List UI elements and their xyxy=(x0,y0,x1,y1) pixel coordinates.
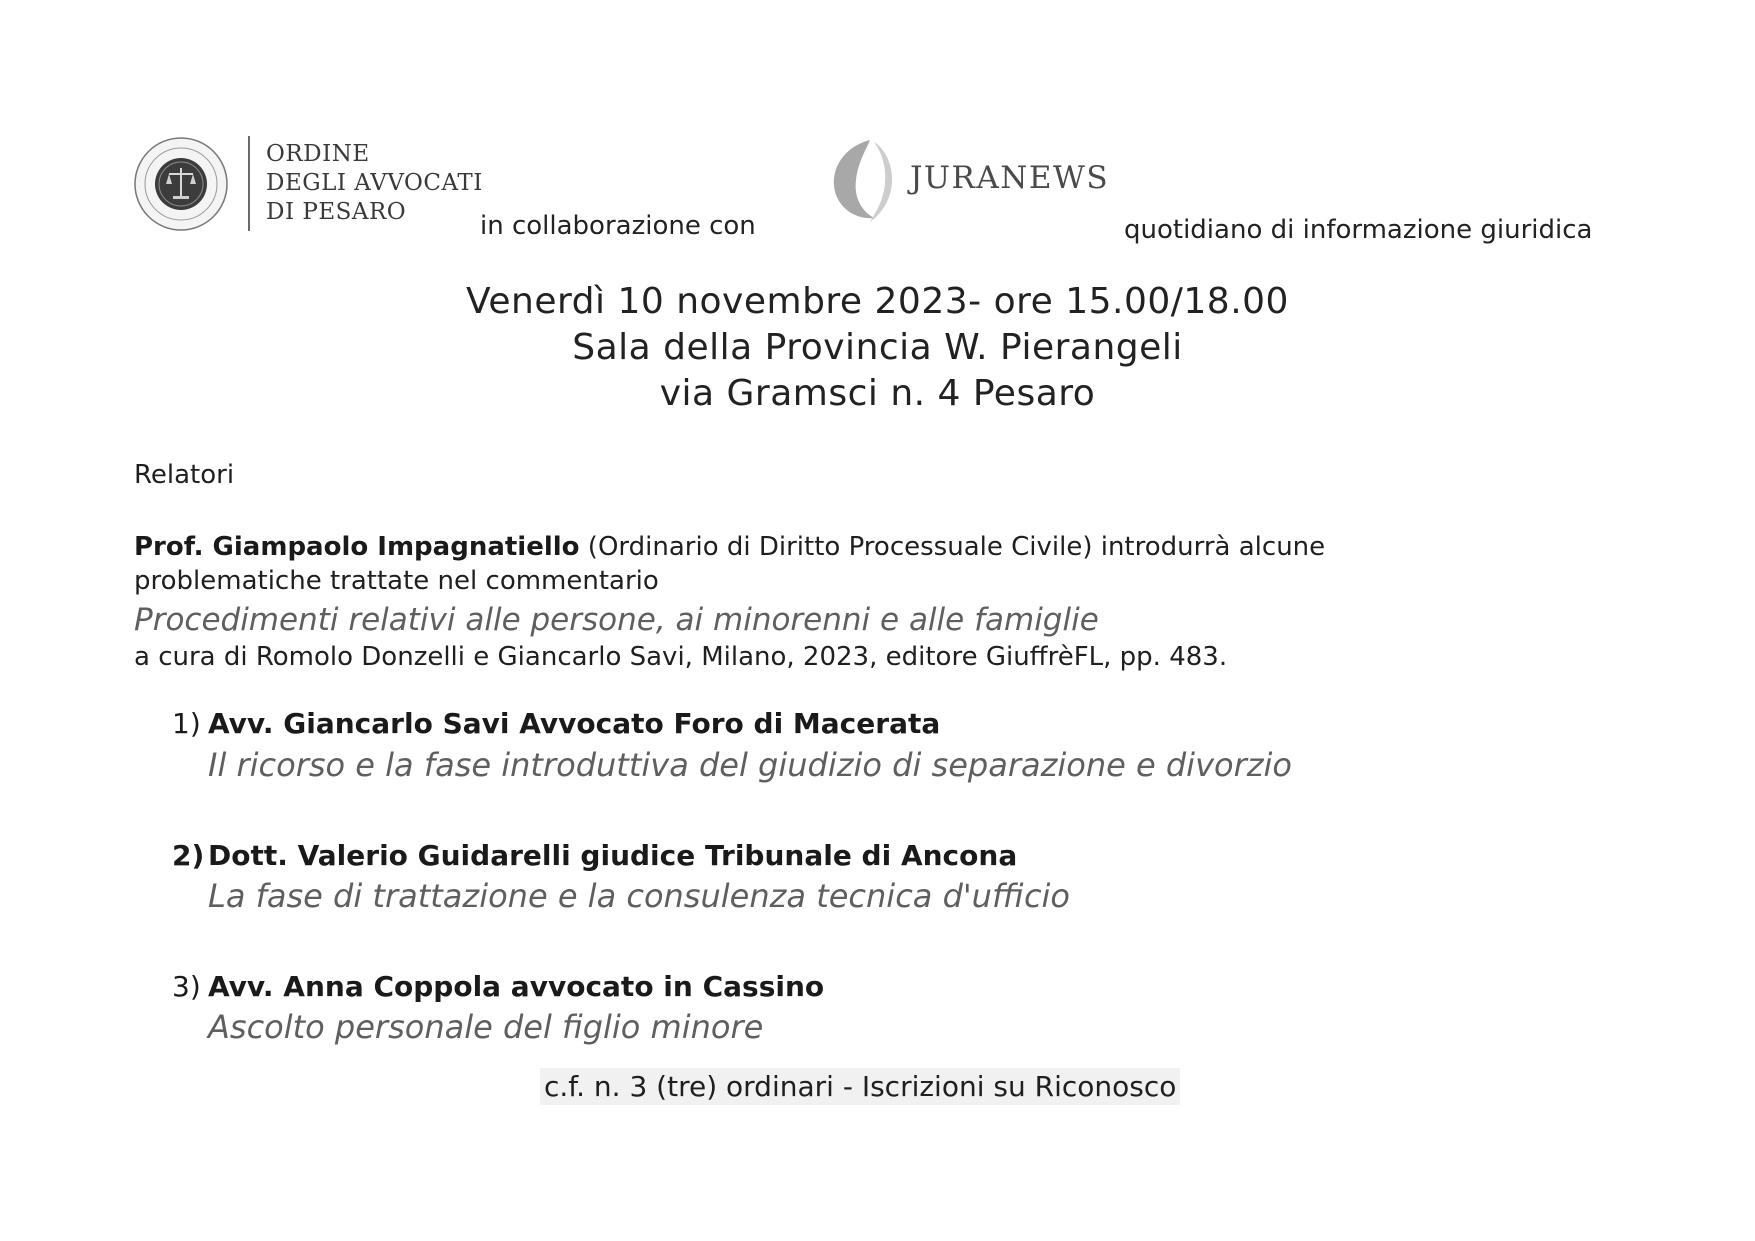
speaker-3-number: 3) xyxy=(172,970,201,1003)
book-title: Procedimenti relativi alle persone, ai minorenni e alle famiglie xyxy=(134,602,1099,638)
ordine-line-3: DI PESARO xyxy=(266,199,407,225)
intro-speaker-role: (Ordinario di Diritto Processuale Civile) introdurrà alcune xyxy=(579,532,1326,562)
ordine-line-2: DEGLI AVVOCATI xyxy=(266,170,483,196)
speaker-2-name: Dott. Valerio Guidarelli giudice Tribunale di Ancona xyxy=(208,839,1018,872)
event-address: via Gramsci n. 4 Pesaro xyxy=(659,373,1096,414)
speaker-1-name: Avv. Giancarlo Savi Avvocato Foro di Macerata xyxy=(208,707,941,740)
ordine-avvocati-seal-icon xyxy=(133,136,229,232)
event-venue: Sala della Provincia W. Pierangeli xyxy=(572,327,1183,368)
credits-note: c.f. n. 3 (tre) ordinari - Iscrizioni su Riconosco xyxy=(540,1068,1180,1105)
event-date-time: Venerdì 10 novembre 2023- ore 15.00/18.00 xyxy=(466,281,1289,322)
juranews-tagline: quotidiano di informazione giuridica xyxy=(1124,215,1593,245)
juranews-logo-icon xyxy=(826,136,894,226)
speaker-2-topic: La fase di trattazione e la consulenza tecnica d'ufficio xyxy=(208,877,1070,915)
ordine-line-1: ORDINE xyxy=(266,141,370,167)
logo-divider xyxy=(248,136,250,231)
intro-paragraph-line-2: problematiche trattate nel commentario xyxy=(134,566,659,596)
juranews-name: JURANEWS xyxy=(910,160,1110,196)
book-details: a cura di Romolo Donzelli e Giancarlo Savi, Milano, 2023, editore GiuffrèFL, pp. 483. xyxy=(134,642,1228,672)
speaker-2-number: 2) xyxy=(172,839,205,872)
intro-speaker-name: Prof. Giampaolo Impagnatiello xyxy=(134,532,580,562)
speaker-3-topic: Ascolto personale del figlio minore xyxy=(208,1008,764,1046)
collaboration-text: in collaborazione con xyxy=(480,211,756,241)
speaker-3-name: Avv. Anna Coppola avvocato in Cassino xyxy=(208,970,825,1003)
intro-paragraph-line-1 xyxy=(134,532,1325,562)
speaker-1-topic: Il ricorso e la fase introduttiva del giudizio di separazione e divorzio xyxy=(208,746,1292,784)
speaker-1-number: 1) xyxy=(172,707,201,740)
ordine-avvocati-name xyxy=(266,140,483,227)
relatori-heading: Relatori xyxy=(134,460,235,490)
